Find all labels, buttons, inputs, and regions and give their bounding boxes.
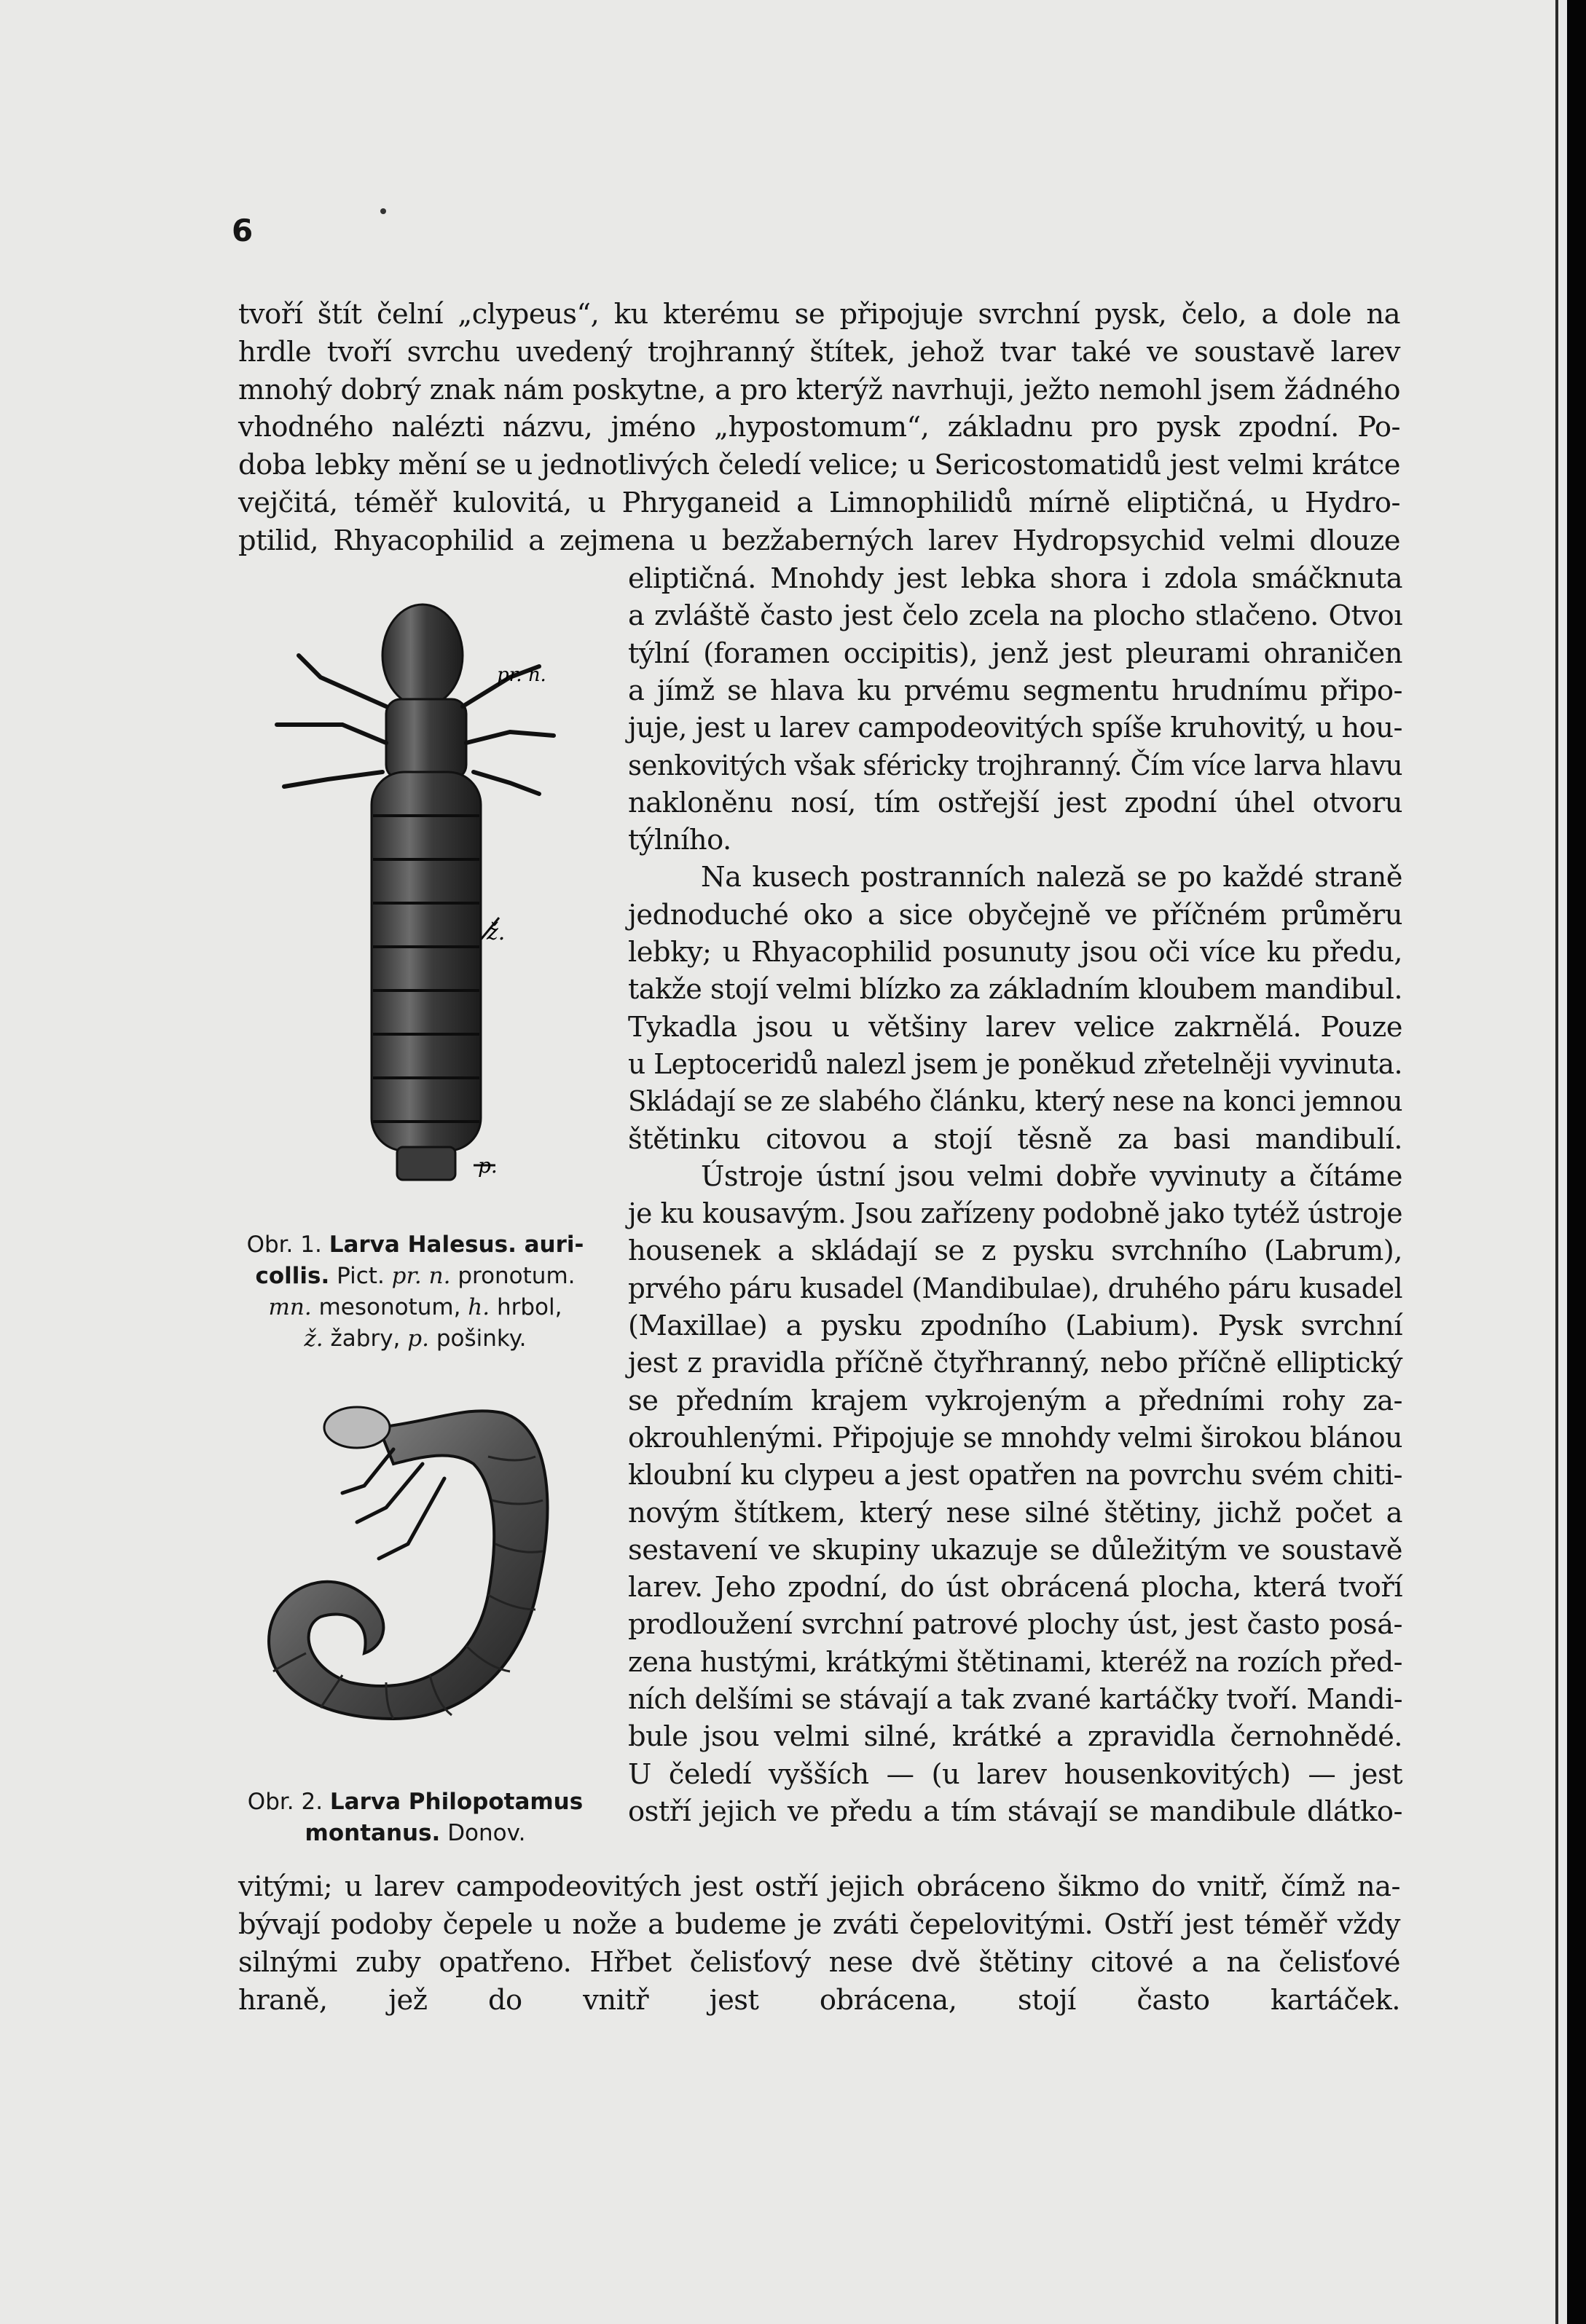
text-line: ptilid, Rhyacophilid a zejmena u bezžaberných larev Hydropsychid velmi dlouze [238,524,1400,557]
text-line: bule jsou velmi silné, krátké a zpravidla černohnědé. [628,1720,1402,1754]
scan-border-right [1567,0,1586,2324]
text-line: vitými; u larev campodeovitých jest ostří jejich obráceno šikmo do vnitř, čímž na- [238,1870,1400,1903]
text-line: nakloněnu nosí, tím ostřejší jest zpodní úhel otvoru [628,786,1402,819]
text-line: a jímž se hlava ku prvému segmentu hrudnímu připo- [628,674,1402,707]
text-line: (Maxillae) a pysku zpodního (Labium). Pysk svrchní [628,1309,1402,1342]
text-line: jednoduché oko a sice obyčejně ve příčném průměru [628,898,1402,931]
text-line: tvoří štít čelní „clypeus“, ku kterému se připojuje svrchní pysk, čelo, a dole na [238,298,1400,331]
figure-2-caption: Obr. 2. Larva Philopotamus montanus. Donov. [247,1789,584,1846]
text-line: Skládají se ze slabého článku, který nese na konci jemnou [628,1085,1402,1119]
larva-head [382,604,463,706]
text-line: senkovitých však sféricky trojhranný. Čím více larva hlavu [628,749,1402,782]
text-line: housenek a skládají se z pysku svrchního (Labrum), [628,1234,1402,1268]
text-line: lebky; u Rhyacophilid posunuty jsou oči více ku předu, [628,936,1402,969]
label-pr-n: pr. n. [497,664,546,686]
page-number: 6 [232,213,254,248]
ink-speck [380,208,386,214]
label-z: ž. [487,920,506,945]
text-line: ních delšími se stávají a tak zvané kartáčky tvoří. Mandi- [628,1683,1402,1716]
text-line: Na kusech postranních naleză se po každé straně [701,861,1402,894]
text-line: novým štítkem, který nese silné štětiny, jichž počet a [628,1496,1402,1529]
text-line: doba lebky mění se u jednotlivých čeledí velice; u Sericostomatidů jest velmi krátce [238,449,1400,482]
text-line: Tykadla jsou u většiny larev velice zakrnělá. Pouze [628,1010,1402,1044]
text-line: je ku kousavým. Jsou zařízeny podobně jako tytéž ústroje [628,1197,1402,1231]
text-line: týlního. [628,824,731,857]
text-line: okrouhlenými. Připojuje se mnohdy velmi širokou blánou [628,1421,1402,1454]
text-line: vhodného nalézti názvu, jméno „hypostomum“, základnu pro pysk zpodní. Po- [238,411,1400,444]
text-line: eliptičná. Mnohdy jest lebka shora i zdola smáčknuta [628,562,1402,595]
text-line: prodloužení svrchní patrové plochy úst, jest často posá- [628,1608,1402,1642]
figure-1-caption: Obr. 1. Larva Halesus. auri- collis. Pict. pr. n. pronotum. mn. mesonotum, h. hrbol, ž. žabry, p. pošinky. [246,1232,584,1352]
curled-head [324,1407,390,1448]
text-line: prvého páru kusadel (Mandibulae), druhého páru kusadel [628,1272,1402,1305]
text-line: vejčitá, téměř kulovitá, u Phryganeid a Limnophilidů mírně eliptičná, u Hydro- [238,487,1400,519]
scan-border-line [1555,0,1558,2324]
text-line: ostří jejich ve předu a tím stávají se mandibule dlátko- [628,1795,1402,1828]
text-line: jest z pravidla příčně čtyřhranný, nebo příčně elliptický [628,1347,1402,1380]
text-line: a zvláště často jest čelo zcela na plocho stlačeno. Otvoı [628,599,1402,633]
curled-body [269,1411,547,1719]
text-line: kloubní ku clypeu a jest opatřen na povrchu svém chiti- [628,1459,1402,1492]
text-line: týlní (foramen occipitis), jenž jest pleurami ohraničen [628,637,1402,670]
larva-thorax [386,699,466,779]
text-line: bývají podoby čepele u nože a budeme je zváti čepelovitými. Ostří jest téměř vždy [238,1908,1400,1941]
text-line: zena hustými, krátkými štětinami, kteréž na rozích před- [628,1645,1402,1679]
text-line: mnohý dobrý znak nám poskytne, a pro kterýž navrhuji, ježto nemohl jsem žádného [238,373,1400,406]
larva-abdomen [372,772,481,1151]
figure-1-larva-halesus [233,597,597,1216]
figure-2-larva-philopotamus [248,1376,612,1784]
text-line: štětinku citovou a stojí těsně za basi mandibulí. [628,1122,1402,1156]
text-line: Ústroje ústní jsou velmi dobře vyvinuty a čítáme [701,1159,1402,1193]
text-line: sestavení ve skupiny ukazuje se důležitým ve soustavě [628,1533,1402,1567]
text-line: larev. Jeho zpodní, do úst obrácená plocha, která tvoří [628,1571,1402,1604]
text-line: takže stojí velmi blízko za základním kloubem mandibul. [628,973,1402,1007]
text-line: u Leptoceridů nalezl jsem je poněkud zřetelněji vyvinuta. [628,1047,1402,1081]
text-line: hraně, jež do vnitř jest obrácena, stojí často kartáček. [238,1984,1400,2017]
text-line: U čeledí vyšších — (u larev housenkovitých) — jest [628,1757,1402,1791]
text-line: juje, jest u larev campodeovitých spíše kruhovitý, u hou- [628,712,1402,745]
text-line: hrdle tvoří svrchu uvedený trojhranný štítek, jehož tvar také ve soustavě larev [238,335,1400,369]
text-line: se předním krajem vykrojeným a předními rohy za- [628,1384,1402,1417]
text-line: silnými zuby opatřeno. Hřbet čelisťový nese dvě štětiny citové a na čelisťové [238,1946,1400,1979]
larva-tail [397,1147,455,1180]
label-p: p. [478,1154,498,1178]
